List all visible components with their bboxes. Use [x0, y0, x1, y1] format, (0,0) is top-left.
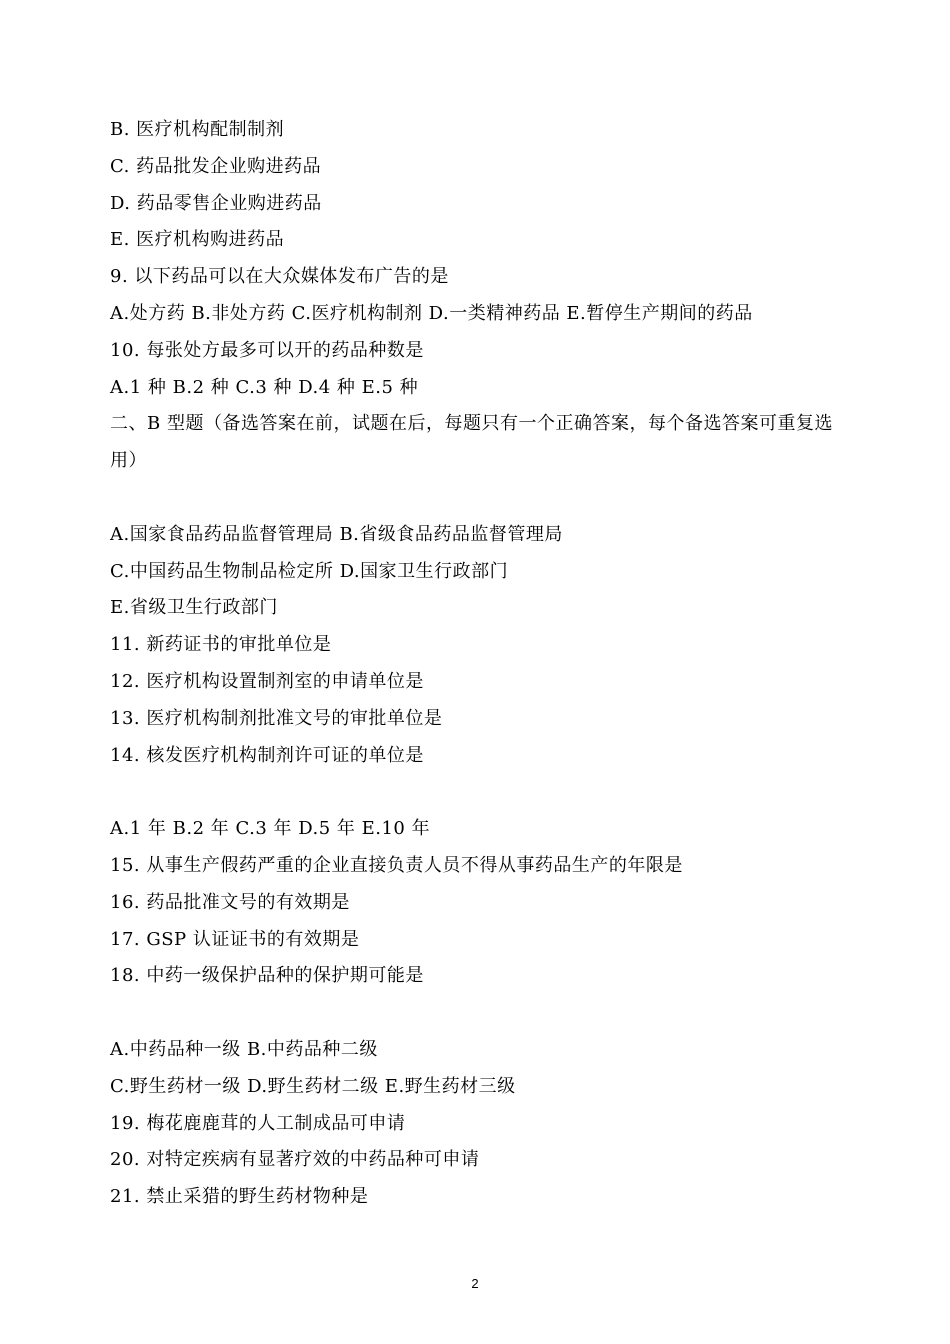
option-line: C.野生药材一级 D.野生药材二级 E.野生药材三级: [110, 1075, 516, 1097]
spacer: [110, 480, 840, 517]
question-line: 14. 核发医疗机构制剂许可证的单位是: [110, 744, 424, 766]
question-line: 21. 禁止采猎的野生药材物种是: [110, 1186, 369, 1208]
question-line: 11. 新药证书的审批单位是: [110, 634, 332, 656]
question-line: 20. 对特定疾病有显著疗效的中药品种可申请: [110, 1149, 480, 1171]
page-number: 2: [471, 1276, 479, 1291]
question-line: 19. 梅花鹿鹿茸的人工制成品可申请: [110, 1112, 406, 1134]
question-line: 9. 以下药品可以在大众媒体发布广告的是: [110, 266, 449, 288]
question-line: 10. 每张处方最多可以开的药品种数是: [110, 339, 424, 361]
spacer: [110, 995, 840, 1032]
option-line: E.省级卫生行政部门: [110, 597, 278, 619]
option-line: D. 药品零售企业购进药品: [110, 192, 322, 214]
page-content: [110, 112, 840, 1216]
option-line: A.中药品种一级 B.中药品种二级: [110, 1038, 378, 1060]
question-line: 18. 中药一级保护品种的保护期可能是: [110, 965, 424, 987]
option-line: A.国家食品药品监督管理局 B.省级食品药品监督管理局: [110, 523, 563, 545]
question-line: 13. 医疗机构制剂批准文号的审批单位是: [110, 707, 443, 729]
question-line: 17. GSP 认证证书的有效期是: [110, 928, 360, 950]
option-line: C.中国药品生物制品检定所 D.国家卫生行政部门: [110, 560, 509, 582]
question-line: 16. 药品批准文号的有效期是: [110, 891, 350, 913]
question-line: 15. 从事生产假药严重的企业直接负责人员不得从事药品生产的年限是: [110, 854, 683, 876]
question-line: 12. 医疗机构设置制剂室的申请单位是: [110, 670, 424, 692]
option-line: A.1 种 B.2 种 C.3 种 D.4 种 E.5 种: [110, 376, 419, 398]
option-line: C. 药品批发企业购进药品: [110, 155, 322, 177]
section-heading: 二、B 型题（备选答案在前，试题在后，每题只有一个正确答案，每个备选答案可重复选用）: [110, 413, 833, 472]
option-line: A.处方药 B.非处方药 C.医疗机构制剂 D.一类精神药品 E.暂停生产期间的药品: [110, 302, 753, 324]
option-line: A.1 年 B.2 年 C.3 年 D.5 年 E.10 年: [110, 818, 431, 840]
option-line: B. 医疗机构配制制剂: [110, 119, 285, 140]
spacer: [110, 774, 840, 811]
option-line: E. 医疗机构购进药品: [110, 229, 285, 251]
